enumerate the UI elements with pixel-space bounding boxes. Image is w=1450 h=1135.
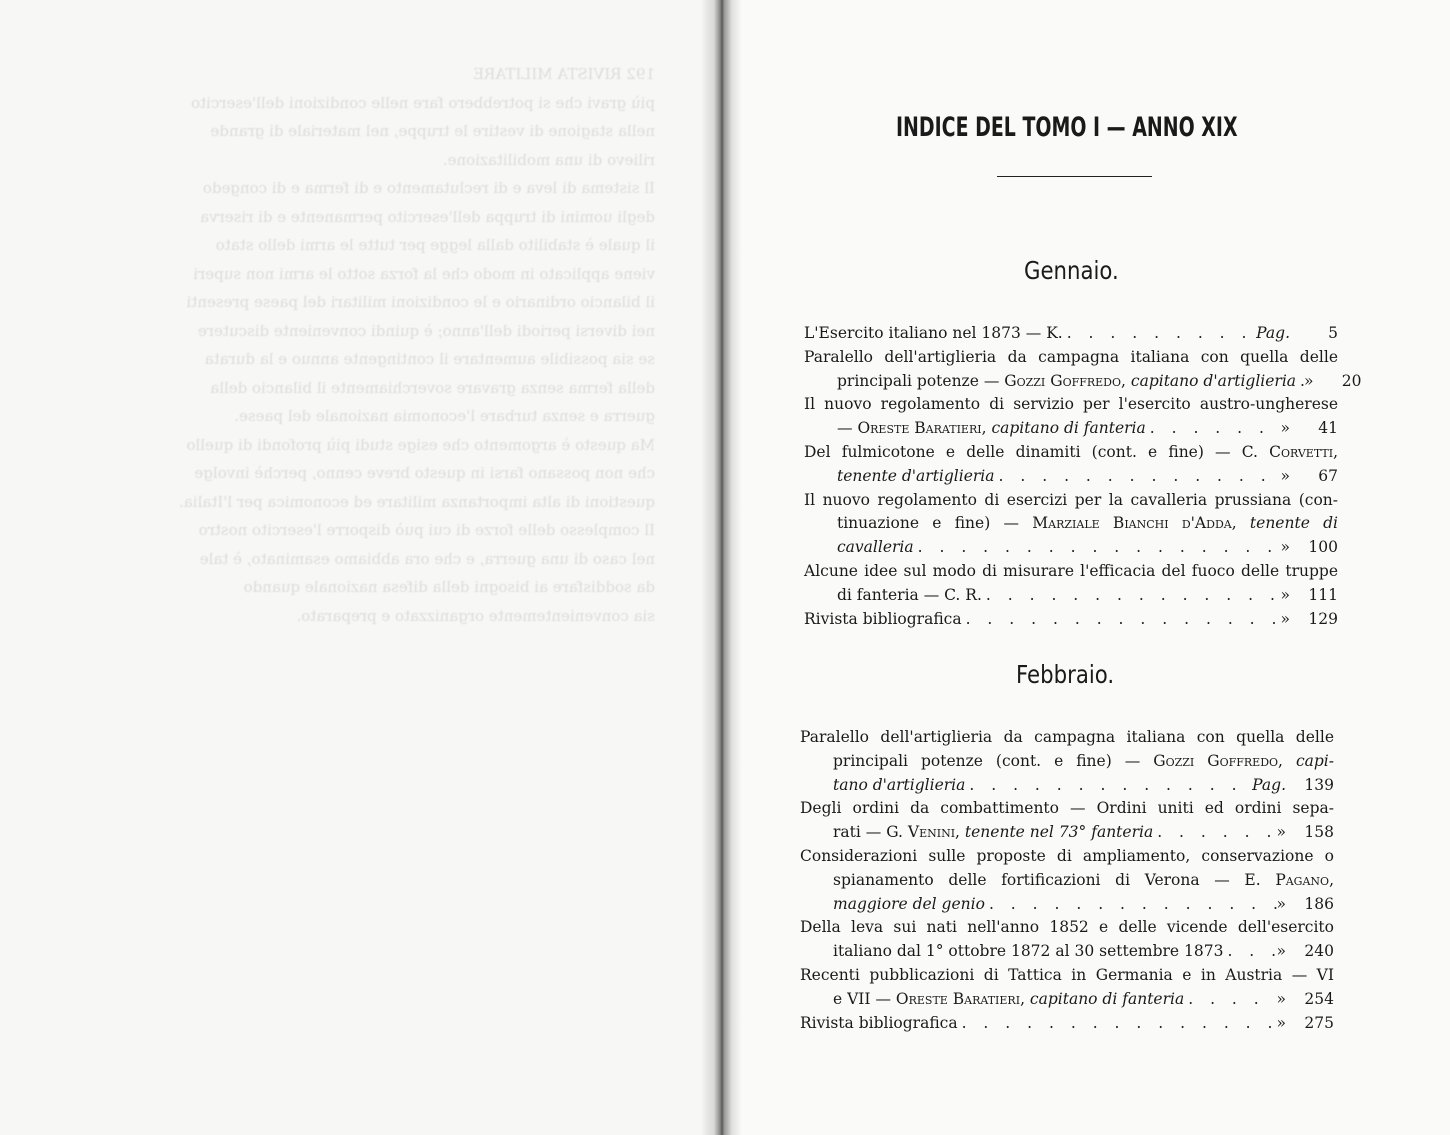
index-entry[interactable]: [804, 441, 1338, 489]
entry-text: di fanteria — C. R.: [837, 585, 982, 604]
entry-line: [804, 393, 1338, 417]
entry-line: [800, 893, 1334, 917]
bleed-through-line: degli uomini di truppa dell'esercito permanente e di riserva: [200, 207, 655, 226]
author-name: Marziale Bianchi d'Adda: [1032, 514, 1232, 533]
entry-text: Della leva sui nati nell'anno 1852 e delle vicende dell'esercito: [800, 918, 1334, 937]
index-entry[interactable]: [800, 726, 1334, 797]
entry-fragment: principali potenze (cont. e fine) —: [833, 751, 1154, 770]
section-heading-gennaio: Gennaio.: [1024, 256, 1119, 285]
entry-line: [800, 964, 1334, 988]
bleed-through-line: se sia possibile aumentare il contingente annuo e la durata: [204, 350, 655, 368]
entry-text: Recenti pubblicazioni di Tattica in Germania e in Austria — VI: [800, 965, 1334, 984]
entry-line: [804, 560, 1338, 584]
page-number: 275: [1304, 1013, 1334, 1032]
entry-fragment: Del fulmicotone e delle dinamiti (cont. e fine) — C.: [804, 442, 1270, 461]
entry-fragment: ,: [955, 823, 965, 842]
entry-text: Rivista bibliografica: [804, 609, 962, 628]
leader-dots: [1063, 322, 1256, 346]
author-name: Venini: [907, 823, 956, 842]
bleed-through-line: nei diversi periodi dell'anno; è quindi conveniente discutere: [197, 321, 655, 340]
page-number: 67: [1318, 466, 1338, 485]
entry-text: Il nuovo regolamento di servizio per l'esercito austro-ungherese: [804, 395, 1338, 414]
entry-line: [804, 489, 1338, 513]
index-entry[interactable]: [800, 845, 1334, 916]
index-entry[interactable]: [804, 346, 1362, 394]
entry-fragment: ,: [1278, 751, 1296, 770]
entry-fragment: ,: [1329, 870, 1334, 889]
leader-dots: [1223, 940, 1276, 964]
entry-text: Paralello dell'artiglieria da campagna italiana con quella delle: [804, 347, 1338, 366]
page-marker: »: [1280, 466, 1290, 485]
entry-fragment: ,: [1121, 371, 1131, 390]
entry-line: [804, 536, 1338, 560]
entry-text: italiano dal 1° ottobre 1872 al 30 settembre 1873: [833, 942, 1224, 961]
page-marker: »: [1276, 823, 1286, 842]
bleed-through-line: 192 RIVISTA MILITARE: [473, 65, 655, 83]
leader-dots: [914, 536, 1281, 560]
entry-text: Alcune idee sul modo di misurare l'efficacia del fuoco delle truppe: [804, 561, 1338, 580]
entry-text: Rivista bibliografica: [800, 1013, 958, 1032]
page-marker: »: [1280, 609, 1290, 628]
index-title: INDICE DEL TOMO I — ANNO XIX: [896, 112, 1238, 143]
bleed-through-line: più gravi che si potrebbero fare nelle condizioni dell'esercito: [191, 93, 655, 112]
entry-fragment: spianamento delle fortificazioni di Verona — E.: [833, 870, 1276, 889]
bleed-through-line: della ferma senza gravare soverchiamente il bilancio della: [210, 378, 655, 397]
page-marker: »: [1280, 585, 1290, 604]
entry-line: [804, 512, 1338, 536]
entry-text: [833, 988, 1184, 1012]
page-number: 41: [1318, 419, 1338, 438]
entry-fragment: e VII —: [833, 989, 896, 1008]
index-entry[interactable]: [800, 797, 1334, 845]
entry-line: [800, 845, 1334, 869]
page-marker: »: [1304, 371, 1314, 390]
bleed-through-line: nella stagione di vestire le truppe, nel materiale di grande: [210, 122, 655, 140]
entry-text: Il nuovo regolamento di esercizi per la cavalleria prussiana (con-: [804, 490, 1338, 509]
entry-text: [833, 821, 1153, 845]
author-name: Oreste Baratieri: [895, 989, 1021, 1008]
index-entry[interactable]: [804, 608, 1338, 632]
author-rank: maggiore del genio: [833, 894, 985, 913]
page-marker: »: [1280, 538, 1290, 557]
entry-text: L'Esercito italiano nel 1873 — K.: [804, 324, 1063, 342]
entry-text: [804, 441, 1338, 465]
entry-line: [800, 940, 1334, 964]
entry-fragment: —: [837, 419, 858, 438]
leader-dots: [995, 465, 1281, 489]
entry-line: [804, 465, 1338, 489]
index-entry[interactable]: [804, 560, 1338, 608]
author-rank: tenente d'artiglieria: [837, 466, 995, 485]
entry-text: [833, 750, 1334, 774]
entry-line: [800, 774, 1334, 798]
leader-dots: [982, 584, 1281, 608]
author-rank: capi-: [1295, 751, 1334, 770]
bleed-through-line: Ma questo è argomento che esige studi più profondi di quello: [186, 435, 655, 454]
bleed-through-line: da soddisfare ai bisogni della difesa nazionale quando: [243, 578, 655, 596]
entry-fragment: ,: [1231, 514, 1250, 533]
entry-fragment: rati — G.: [833, 823, 908, 842]
entry-text: [833, 893, 985, 917]
page-marker: »: [1276, 989, 1286, 1008]
entry-line: [800, 988, 1334, 1012]
entry-text: [837, 370, 1296, 394]
bleed-through-line: viene applicato in modo che la forza sotto le armi non superi: [193, 264, 655, 283]
entry-text: [833, 869, 1334, 893]
index-entry[interactable]: [804, 322, 1338, 346]
entry-text: Paralello dell'artiglieria da campagna italiana con quella delle: [800, 728, 1334, 746]
leader-dots: [965, 774, 1252, 798]
index-entry[interactable]: [800, 916, 1334, 964]
author-name: Corvetti: [1269, 442, 1334, 461]
entry-line: [804, 346, 1338, 370]
page-number: 5: [1328, 324, 1338, 342]
title-rule: [997, 176, 1152, 177]
entry-text: [837, 512, 1338, 536]
author-name: Gozzi Goffredo: [1004, 371, 1122, 390]
author-rank: tenente di: [1249, 514, 1339, 533]
entry-line: [800, 797, 1334, 821]
page-number: 111: [1308, 585, 1338, 604]
bleed-through-line: il quale è stabilito dalla legge per tutte le armi dello stato: [215, 236, 655, 254]
entry-line: [804, 370, 1362, 394]
page-marker: Pag.: [1252, 775, 1286, 794]
author-rank: capitano d'artiglieria: [1130, 371, 1297, 390]
page-number: 186: [1304, 894, 1334, 913]
section-heading-febbraio: Febbraio.: [1016, 660, 1115, 689]
page-number: 129: [1308, 609, 1338, 628]
page-number: 100: [1308, 538, 1338, 557]
leader-dots: [1296, 370, 1304, 394]
entry-fragment: tinuazione e fine) —: [837, 514, 1033, 533]
entry-line: [804, 417, 1338, 441]
bleed-through-line: Il complesso delle forze di cui può disporre l'esercito nostro: [198, 521, 655, 539]
book-gutter: [702, 0, 742, 1135]
leader-dots: [1184, 988, 1276, 1012]
index-entry[interactable]: [804, 489, 1338, 560]
entry-text: [833, 774, 965, 798]
leader-dots: [958, 1012, 1277, 1036]
author-rank: capitano di fanteria: [1029, 989, 1185, 1008]
bleed-through-text: [95, 60, 655, 630]
bleed-through-line: questioni di alta importanza militare ed economica per l'Italia.: [179, 492, 655, 511]
page-number: 240: [1304, 942, 1334, 961]
entry-line: [800, 821, 1334, 845]
page-marker: »: [1276, 942, 1286, 961]
page-number: 139: [1304, 775, 1334, 794]
entry-text: Degli ordini da combattimento — Ordini uniti ed ordini sepa-: [800, 799, 1334, 818]
entry-line: [800, 726, 1334, 750]
page-number: 254: [1304, 989, 1334, 1008]
page-number: 158: [1304, 823, 1334, 842]
entry-line: [800, 916, 1334, 940]
index-entry[interactable]: [800, 1012, 1334, 1036]
entry-text: [837, 465, 995, 489]
bleed-through-line: guerra e senza turbare l'economia nazionale del paese.: [234, 407, 655, 425]
entry-fragment: ,: [1020, 989, 1030, 1008]
author-rank: tenente nel 73° fanteria: [964, 823, 1154, 842]
page-marker: »: [1276, 894, 1286, 913]
entry-line: [804, 608, 1338, 632]
bleed-through-line: nel caso di una guerra, e che ora abbiamo esaminato, è tale: [199, 549, 655, 568]
page-marker: »: [1276, 1013, 1286, 1032]
entry-fragment: principali potenze —: [837, 371, 1005, 390]
index-entry[interactable]: [800, 964, 1334, 1012]
section-entries-gennaio: [804, 322, 1362, 631]
entry-line: [804, 322, 1338, 346]
bleed-through-line: sia convenientemente organizzato e preparato.: [296, 606, 655, 625]
author-rank: tano d'artiglieria: [833, 775, 966, 794]
leader-dots: [962, 608, 1281, 632]
bleed-through-line: che non possano farsi in questo breve cenno, perchè involge: [194, 464, 655, 482]
bleed-through-line: il bilancio ordinario e le condizioni militari del paese presenti: [186, 293, 655, 311]
section-entries-febbraio: [800, 726, 1334, 1035]
entry-text: [837, 536, 914, 560]
entry-line: [800, 750, 1334, 774]
author-name: Pagano: [1275, 870, 1330, 889]
author-rank: capitano di fanteria: [991, 419, 1146, 438]
entry-line: [800, 1012, 1334, 1036]
entry-fragment: ,: [1333, 442, 1338, 461]
entry-text: [837, 417, 1146, 441]
entry-fragment: ,: [981, 419, 992, 438]
author-name: Gozzi Goffredo: [1153, 751, 1279, 770]
page-marker: Pag.: [1256, 324, 1290, 342]
author-rank: cavalleria: [837, 538, 914, 557]
entry-line: [804, 441, 1338, 465]
index-entry[interactable]: [804, 393, 1338, 441]
leader-dots: [1153, 821, 1276, 845]
left-page: [0, 0, 715, 1135]
bleed-through-line: Il sistema di leva e di reclutamento e di ferma e di congedo: [202, 179, 655, 197]
author-name: Oreste Baratieri: [857, 419, 982, 438]
entry-text: Considerazioni sulle proposte di ampliamento, conservazione o: [800, 846, 1334, 865]
leader-dots: [985, 893, 1277, 917]
entry-line: [800, 869, 1334, 893]
page-number: 20: [1341, 371, 1362, 390]
page-marker: »: [1280, 419, 1290, 438]
entry-line: [804, 584, 1338, 608]
bleed-through-line: rilievo di una mobilitazione.: [442, 150, 655, 169]
leader-dots: [1146, 417, 1281, 441]
